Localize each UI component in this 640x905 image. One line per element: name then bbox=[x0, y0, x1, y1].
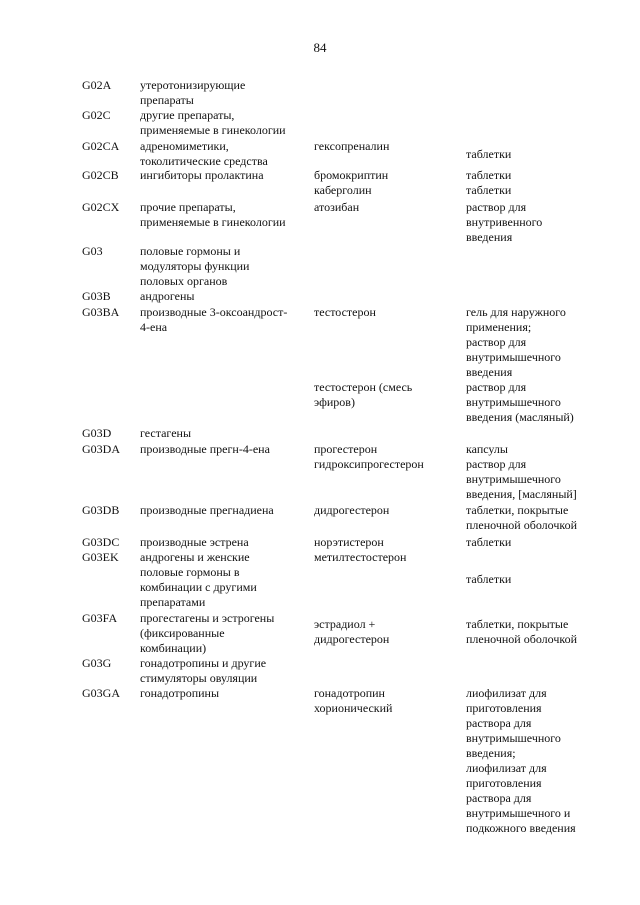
group-name: гонадотропины и другие стимуляторы овуляции bbox=[140, 656, 267, 685]
group-name: утеротонизирующие препараты bbox=[140, 78, 246, 107]
dosage-form: таблетки таблетки bbox=[466, 168, 512, 197]
group-name: гестагены bbox=[140, 426, 192, 440]
dosage-form: гель для наружного применения; раствор для внутримышечного введения bbox=[466, 305, 566, 379]
atc-code: G03FA bbox=[82, 611, 118, 625]
page-number: 84 bbox=[313, 40, 327, 55]
atc-code: G03EK bbox=[82, 550, 119, 564]
atc-code: G03BA bbox=[82, 305, 120, 319]
drug-name: гексопреналин bbox=[314, 139, 390, 153]
atc-code: G02A bbox=[82, 78, 112, 92]
drug-name: метилтестостерон bbox=[314, 550, 407, 564]
drug-name: гонадотропин хорионический bbox=[314, 686, 393, 715]
group-name: адреномиметики, токолитические средства bbox=[140, 139, 268, 168]
group-name: андрогены и женские половые гормоны в комбинации с другими препаратами bbox=[140, 550, 257, 609]
atc-code: G03G bbox=[82, 656, 112, 670]
group-name: производные прегнадиена bbox=[140, 503, 274, 517]
atc-code: G02C bbox=[82, 108, 111, 122]
dosage-form: раствор для внутривенного введения bbox=[466, 200, 543, 244]
group-name: андрогены bbox=[140, 289, 195, 303]
atc-code: G02CA bbox=[82, 139, 120, 153]
atc-code: G03DA bbox=[82, 442, 120, 456]
dosage-form: таблетки, покрытые пленочной оболочкой bbox=[466, 503, 578, 532]
group-name: прогестагены и эстрогены (фиксированные комбинации) bbox=[140, 611, 275, 655]
atc-code: G03D bbox=[82, 426, 112, 440]
group-name: половые гормоны и модуляторы функции половых органов bbox=[140, 244, 250, 288]
dosage-form: раствор для внутримышечного введения (масляный) bbox=[466, 380, 574, 424]
drug-name: норэтистерон bbox=[314, 535, 384, 549]
atc-code: G03B bbox=[82, 289, 111, 303]
group-name: другие препараты, применяемые в гинекологии bbox=[140, 108, 286, 137]
group-name: гонадотропины bbox=[140, 686, 220, 700]
dosage-form: лиофилизат для приготовления раствора для внутримышечного введения; лиофилизат для приготовления раствора для внутримышечного и подкожного введения bbox=[466, 686, 576, 835]
group-name: производные 3-оксоандрост- 4-ена bbox=[140, 305, 288, 334]
drug-name: атозибан bbox=[314, 200, 360, 214]
atc-code: G02CX bbox=[82, 200, 120, 214]
group-name: производные прегн-4-ена bbox=[140, 442, 270, 456]
drug-name: прогестерон гидроксипрогестерон bbox=[314, 442, 424, 471]
atc-code: G02CB bbox=[82, 168, 119, 182]
drug-name: бромокриптин каберголин bbox=[314, 168, 389, 197]
atc-code: G03 bbox=[82, 244, 103, 258]
drug-name: эстрадиол + дидрогестерон bbox=[314, 617, 390, 646]
dosage-form: таблетки, покрытые пленочной оболочкой bbox=[466, 617, 578, 646]
group-name: производные эстрена bbox=[140, 535, 249, 549]
drug-name: дидрогестерон bbox=[314, 503, 390, 517]
drug-name: тестостерон (смесь эфиров) bbox=[314, 380, 413, 409]
atc-code: G03DB bbox=[82, 503, 120, 517]
group-name: ингибиторы пролактина bbox=[140, 168, 264, 182]
dosage-form: таблетки bbox=[466, 147, 512, 161]
dosage-form: таблетки bbox=[466, 535, 512, 549]
dosage-form: капсулы раствор для внутримышечного введения, [масляный] bbox=[466, 442, 577, 501]
atc-code: G03DC bbox=[82, 535, 120, 549]
drug-name: тестостерон bbox=[314, 305, 376, 319]
group-name: прочие препараты, применяемые в гинекологии bbox=[140, 200, 286, 229]
dosage-form: таблетки bbox=[466, 572, 512, 586]
atc-code: G03GA bbox=[82, 686, 120, 700]
